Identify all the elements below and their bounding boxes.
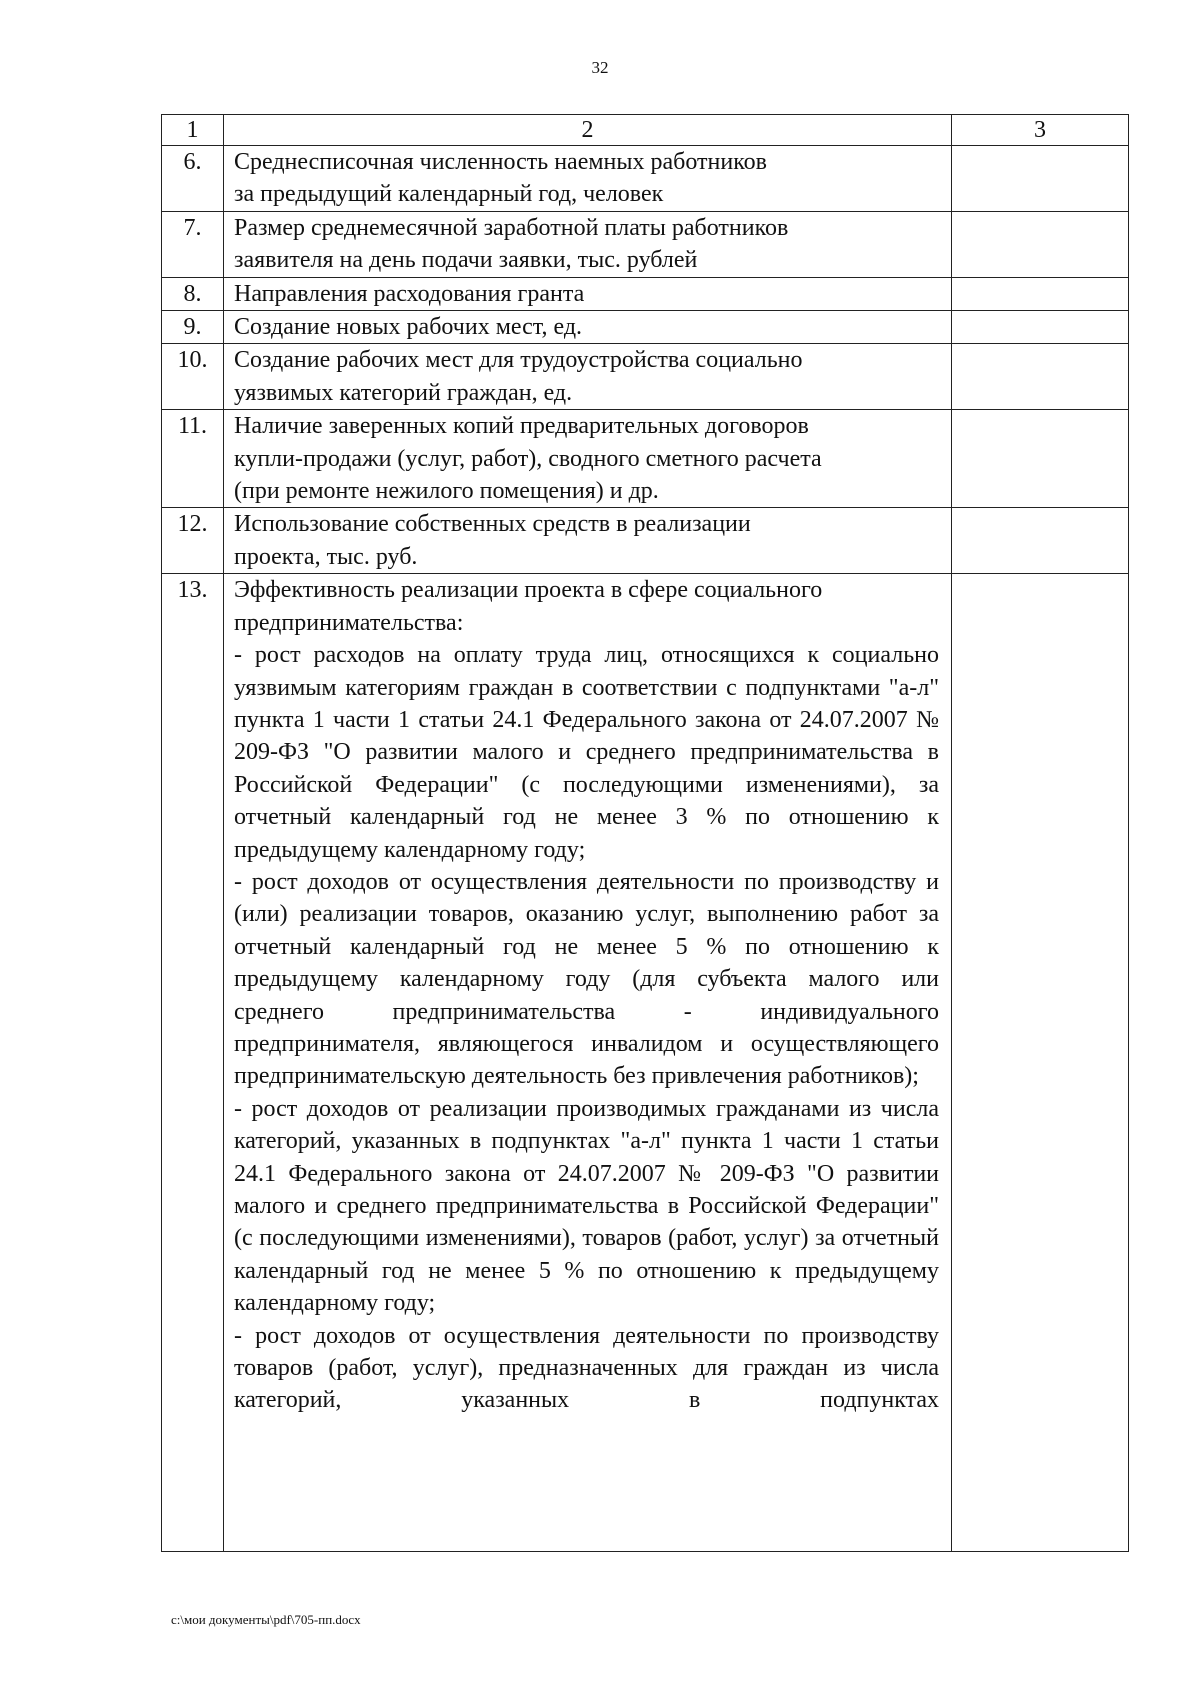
row-number: 12.	[162, 508, 224, 574]
row-description	[224, 277, 952, 310]
table-row	[162, 574, 1129, 1552]
row-value	[952, 344, 1129, 410]
description-line: купли-продажи (услуг, работ), сводного сметного расчета	[234, 445, 822, 472]
row-description	[224, 311, 952, 344]
row-number: 10.	[162, 344, 224, 410]
row-number: 8.	[162, 277, 224, 310]
table-row	[162, 311, 1129, 344]
description-line: Среднесписочная численность наемных работников	[234, 149, 767, 175]
header-col-2: 2	[224, 115, 952, 146]
table-row	[162, 146, 1129, 212]
description-line: Направления расходования гранта	[234, 280, 585, 307]
description-line: Создание новых рабочих мест, ед.	[234, 314, 583, 341]
table-row	[162, 508, 1129, 574]
header-col-3: 3	[952, 115, 1129, 146]
row-value	[952, 508, 1129, 574]
description-line: Размер среднемесячной заработной платы работников	[234, 214, 789, 241]
criterion-paragraph: - рост доходов от осуществления деятельности по производству товаров (работ, услуг), предназначенных для граждан из числа категорий, указанных в подпунктах	[234, 1322, 939, 1414]
row-value	[952, 277, 1129, 310]
table-row	[162, 410, 1129, 508]
row-description	[224, 410, 952, 508]
row-value	[952, 146, 1129, 212]
row-number: 13.	[162, 574, 224, 1552]
row-value	[952, 574, 1129, 1552]
row-number: 9.	[162, 311, 224, 344]
criterion-paragraph: - рост доходов от осуществления деятельности по производству и (или) реализации товаров, оказанию услуг, выполнению работ за отчетный календарный год не менее 5 % по отношению к предыдущему календарному году (для субъекта малого или среднего предпринимательства - индивидуального предпринимателя, являющегося инвалидом и осуществляющего предпринимательскую деятельность без привлечения работников);	[234, 868, 939, 1090]
description-line: проекта, тыс. руб.	[234, 543, 418, 570]
row-description	[224, 146, 952, 212]
description-line: Использование собственных средств в реализации	[234, 511, 751, 538]
row-number: 6.	[162, 146, 224, 212]
criterion-paragraph: - рост расходов на оплату труда лиц, относящихся к социально уязвимым категориям граждан в соответствии с подпунктами "а-л" пункта 1 части 1 статьи 24.1 Федерального закона от 24.07.2007 № 209-ФЗ "О развитии малого и среднего предпринимательства в Российской Федерации" (с последующими изменениями), за отчетный календарный год не менее 3 % по отношению к предыдущему календарному году;	[234, 642, 939, 863]
table-row	[162, 277, 1129, 310]
row-description	[224, 211, 952, 277]
description-line: Эффективность реализации проекта в сфере социального	[234, 577, 823, 604]
description-line: Создание рабочих мест для трудоустройства социально	[234, 347, 803, 374]
row-value	[952, 311, 1129, 344]
page-number: 32	[591, 58, 609, 77]
criterion-paragraph: - рост доходов от реализации производимых гражданами из числа категорий, указанных в подпунктах "а-л" пункта 1 части 1 статьи 24.1 Федерального закона от 24.07.2007 № 209-ФЗ "О развитии малого и среднего предпринимательства в Российской Федерации" (с последующими изменениями), товаров (работ, услуг) за отчетный календарный год не менее 5 % по отношению к предыдущему календарному году;	[234, 1095, 939, 1317]
row-description	[224, 344, 952, 410]
table-row	[162, 344, 1129, 410]
header-col-1: 1	[162, 115, 224, 146]
description-line: предпринимательства:	[234, 609, 464, 636]
description-line: за предыдущий календарный год, человек	[234, 181, 664, 208]
description-line: Наличие заверенных копий предварительных договоров	[234, 413, 809, 440]
row-description	[224, 508, 952, 574]
row-value	[952, 211, 1129, 277]
criteria-table	[161, 114, 1129, 1552]
row-number: 7.	[162, 211, 224, 277]
description-line: уязвимых категорий граждан, ед.	[234, 379, 573, 406]
table-row	[162, 211, 1129, 277]
description-line: (при ремонте нежилого помещения) и др.	[234, 478, 659, 505]
table-header-row	[162, 115, 1129, 146]
description-line: заявителя на день подачи заявки, тыс. рублей	[234, 247, 698, 274]
row-description	[224, 574, 952, 1552]
file-path-footer: c:\мои документы\pdf\705-пп.docx	[171, 1612, 361, 1627]
row-number: 11.	[162, 410, 224, 508]
row-value	[952, 410, 1129, 508]
